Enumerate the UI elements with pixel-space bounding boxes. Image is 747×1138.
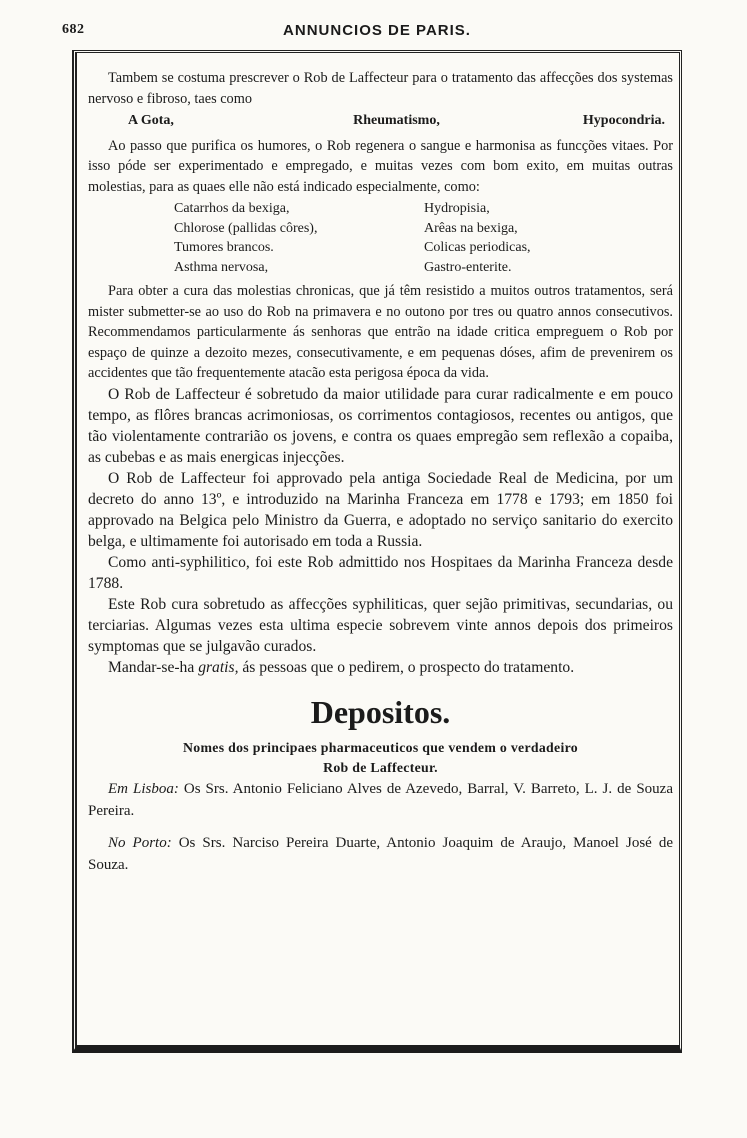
paragraph-antisyphilitic: Como anti-syphilitico, foi este Rob admittido nos Hospitaes da Marinha Franceza desde 1788. — [88, 553, 673, 592]
disease-item: Catarrhos da bexiga, — [174, 201, 290, 216]
disease-item: Hydropisia, — [424, 201, 490, 216]
affliction-list — [88, 111, 673, 132]
city-porto: No Porto: — [108, 834, 172, 851]
disease-item: Arêas na bexiga, — [424, 220, 518, 236]
intro-paragraph: Tambem se costuma prescrever o Rob de Laffecteur para o tratamento das affecções dos systemas nervoso e fibroso, taes como — [88, 70, 673, 107]
paragraph-approval: O Rob de Laffecteur foi approvado pela antiga Sociedade Real de Medicina, por um decreto do anno 13º, e introduzido na Marinha Franceza em 1778 e 1793; em 1850 foi approvado na Belgica pelo Ministro da Guerra, e adoptado no serviço sanitario do exercito belga, e ultimamente foi autorisado em toda a Russia. — [88, 469, 673, 550]
disease-item: Asthma nervosa, — [174, 259, 269, 275]
running-title: ANNUNCIOS DE PARIS. — [283, 22, 471, 39]
paragraph-chronic: Para obter a cura das molestias chronicas, que já têm resistido a muitos outros tratamentos, será mister submetter-se ao uso do Rob na primavera e no outono por tres ou quatro annos consecutivos. Recommendamos particularmente ás senhoras que entrão na idade critica empreguem o Rob por espaço de quinze a dezoito mezes, consecutivamente, e em pequenas dóses, afim de prevenirem os accidentes que tão frequentemente atacão esta perigosa época da vida. — [88, 283, 673, 381]
affliction-item: A Gota, — [128, 113, 174, 128]
depositos-subtitle: Nomes dos principaes pharmaceuticos que vendem o verdadeiro Rob de Laffecteur. — [183, 739, 578, 775]
disease-item: Colicas periodicas, — [424, 240, 531, 255]
disease-item: Tumores brancos. — [174, 240, 274, 255]
affliction-item: Hypocondria. — [582, 113, 665, 128]
page-header — [62, 22, 692, 46]
disease-list — [88, 199, 673, 277]
disease-item: Chlorose (pallidas côres), — [174, 220, 318, 236]
depositos-heading: Depositos. — [310, 693, 451, 730]
affliction-item: Rheumatismo, — [353, 113, 440, 128]
city-lisboa: Em Lisboa: — [108, 780, 179, 797]
gratis-word: gratis, — [198, 658, 239, 676]
paragraph-utility: O Rob de Laffecteur é sobretudo da maior utilidade para curar radicalmente e em pouco tempo, as flôres brancas acrimoniosas, os corrimentos contagiosos, recentes ou antigos, que tão violentamente contrarião os jovens, e contra os quaes empregão sem reflexão a copaiba, as cubebas e as mais energicas injecções. — [88, 385, 673, 466]
disease-item: Gastro-enterite. — [424, 259, 512, 275]
deposit-lisboa: Em Lisboa: Os Srs. Antonio Feliciano Alves de Azevedo, Barral, V. Barreto, L. J. de Souza Pereira. — [88, 780, 673, 819]
page-number: 682 — [62, 22, 85, 37]
paragraph-gratis: Mandar-se-ha gratis, ás pessoas que o pedirem, o prospecto do tratamento. — [108, 658, 575, 676]
advertisement-body — [88, 68, 673, 876]
paragraph-cure: Este Rob cura sobretudo as affecções syphiliticas, quer sejão primitivas, secundarias, ou terciarias. Algumas vezes esta ultima especie sobrevem vinte annos depois dos primeiros symptomas que se julgavão curados. — [88, 595, 673, 655]
paragraph-purification: Ao passo que purifica os humores, o Rob regenera o sangue e harmonisa as funcções vitaes. Por isso póde ser experimentado e empregado, e muitas vezes com bom exito, em muitas outras molestias, para as quaes elle não está indicado especialmente, como: — [88, 137, 673, 195]
deposit-porto: No Porto: Os Srs. Narciso Pereira Duarte, Antonio Joaquim de Araujo, Manoel José de Souza. — [88, 834, 673, 873]
